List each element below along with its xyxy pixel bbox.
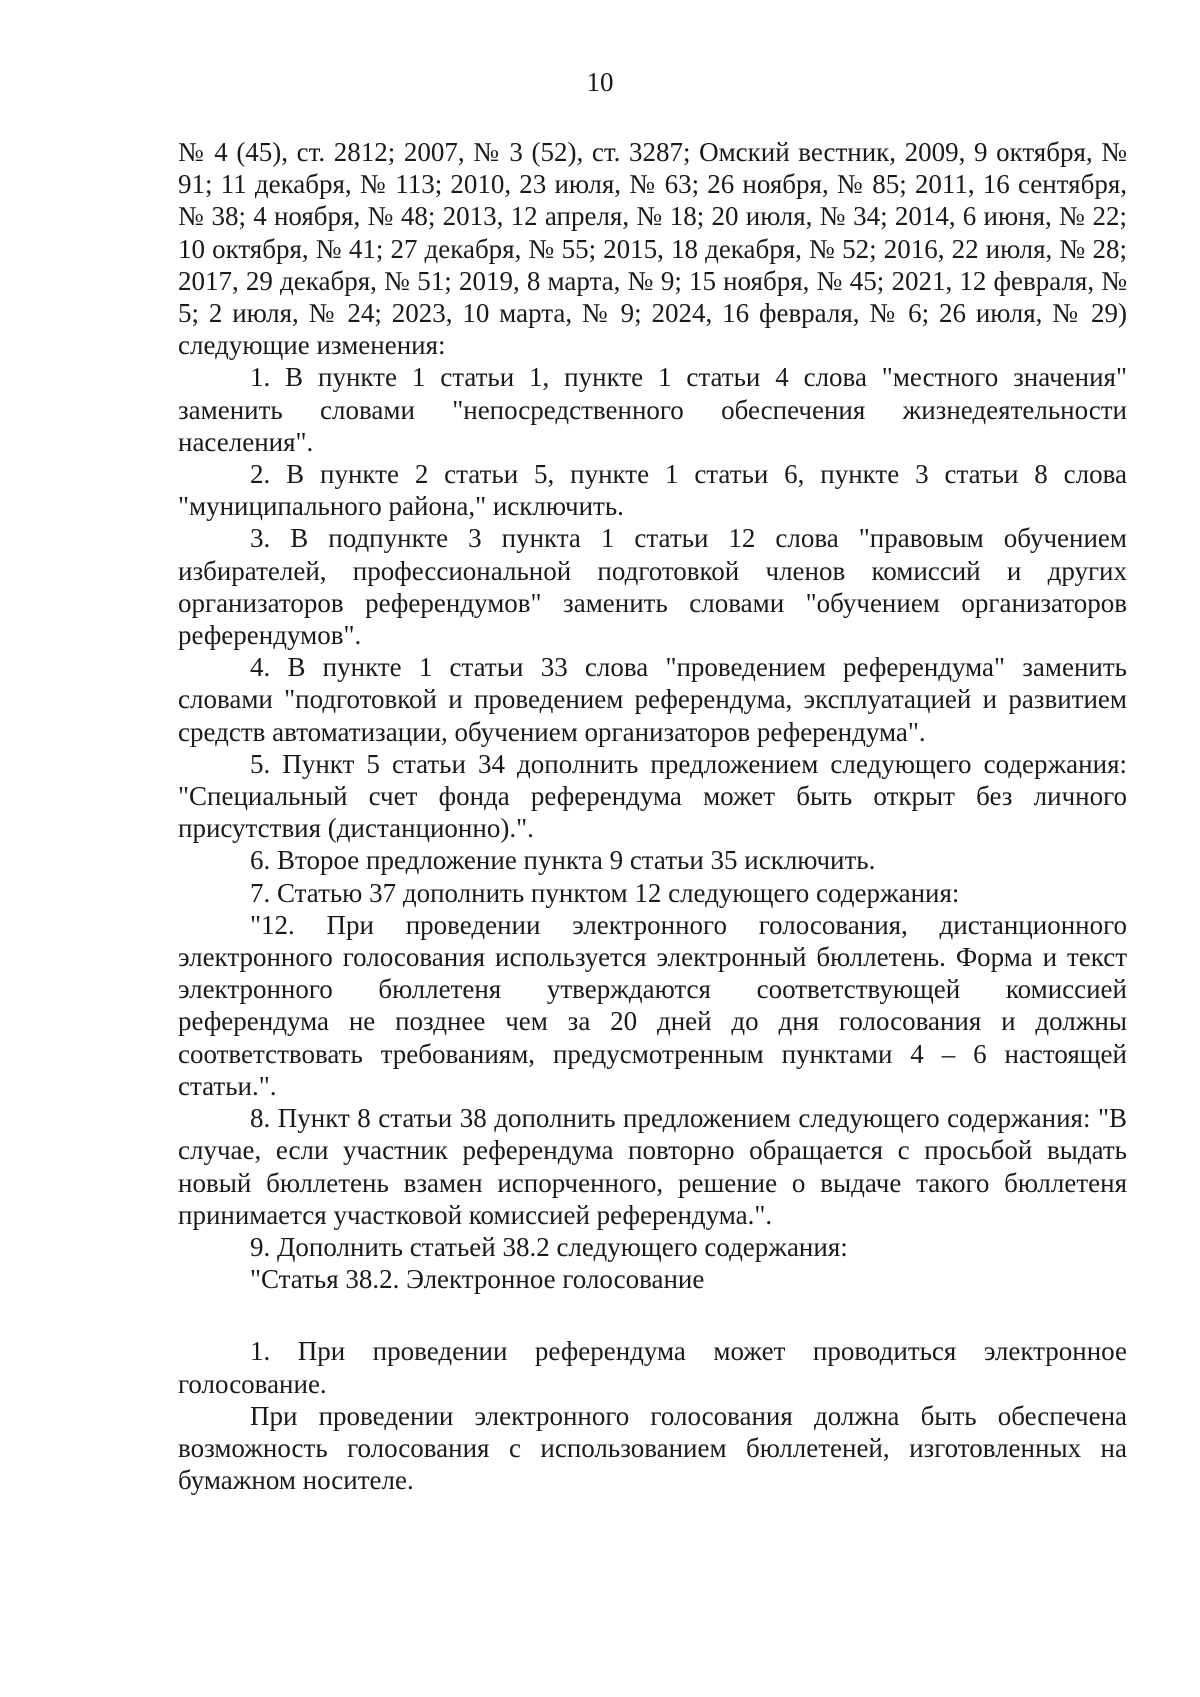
article-38-2-paragraph-1: 1. При проведении референдума может проводиться электронное голосование. [178,1336,1127,1399]
amendment-item-2: 2. В пункте 2 статьи 5, пункте 1 статьи 6, пункте 3 статьи 8 слова "муниципального района," исключить. [178,459,1127,522]
amendment-item-7: 7. Статью 37 дополнить пунктом 12 следующего содержания: [250,877,960,908]
page-number: 10 [586,67,614,97]
section-spacer [178,1295,1127,1335]
article-38-2-title: "Статья 38.2. Электронное голосование [250,1264,705,1295]
amendment-item-1: 1. В пункте 1 статьи 1, пункте 1 статьи 4 слова "местного значения" заменить словами "непосредственного обеспечения жизнедеятельности населения". [178,362,1127,457]
amendment-item-7-quote: "12. При проведении электронного голосования, дистанционного электронного голосования используется электронный бюллетень. Форма и текст электронного бюллетеня утверждаются соответствующей комиссией референдума не позднее чем за 20 дней до дня голосования и должны соответствовать требованиям, предусмотренным пунктами 4 – 6 настоящей статьи.". [178,909,1127,1101]
article-38-2-paragraph-2: При проведении электронного голосования должна быть обеспечена возможность голосования с использованием бюллетеней, изготовленных на бумажном носителе. [178,1400,1127,1496]
amendment-item-9: 9. Дополнить статьей 38.2 следующего содержания: [250,1231,848,1262]
amendment-item-3: 3. В подпункте 3 пункта 1 статьи 12 слова "правовым обучением избирателей, профессиональной подготовкой членов комиссий и других организаторов референдумов" заменить словами "обучением организаторов референдумов". [178,523,1127,651]
amendment-item-6: 6. Второе предложение пункта 9 статьи 35 исключить. [250,845,876,876]
amendment-item-4: 4. В пункте 1 статьи 33 слова "проведением референдума" заменить словами "подготовкой и проведением референдума, эксплуатацией и развитием средств автоматизации, обучением организаторов референдума". [178,652,1127,747]
amendment-item-8: 8. Пункт 8 статьи 38 дополнить предложением следующего содержания: "В случае, если участник референдума повторно обращается с просьбой выдать новый бюллетень взамен испорченного, решение о выдаче такого бюллетеня принимается участковой комиссией референдума.". [178,1103,1127,1230]
amendment-item-5: 5. Пункт 5 статьи 34 дополнить предложением следующего содержания: "Специальный счет фонда референдума может быть открыт без личного присутствия (дистанционно).". [178,748,1127,844]
document-body [178,136,1127,1496]
sources-list-paragraph: № 4 (45), ст. 2812; 2007, № 3 (52), ст. 3287; Омский вестник, 2009, 9 октября, № 91; 11 декабря, № 113; 2010, 23 июля, № 63; 26 ноября, № 85; 2011, 16 сентября, № 38; 4 ноября, № 48; 2013, 12 апреля, № 18; 20 июля, № 34; 2014, 6 июня, № 22; 10 октября, № 41; 27 декабря, № 55; 2015, 18 декабря, № 52; 2016, 22 июля, № 28; 2017, 29 декабря, № 51; 2019, 8 марта, № 9; 15 ноября, № 45; 2021, 12 февраля, № 5; 2 июля, № 24; 2023, 10 марта, № 9; 2024, 16 февраля, № 6; 26 июля, № 29) следующие изменения: [178,137,1127,361]
